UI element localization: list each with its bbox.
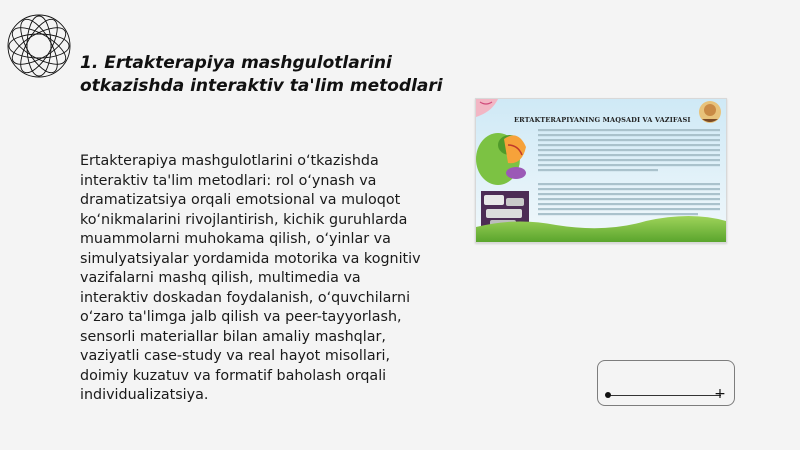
slider-track[interactable] — [608, 395, 721, 396]
slider-widget[interactable] — [597, 360, 735, 406]
slide-body-text: Ertakterapiya mashgulotlarini o‘tkazishda interaktiv ta'lim metodlari: rol o‘ynash va dramatizatsiya orqali emotsional va muloqot ko‘nikmalarini rivojlantirish, kichik guruhlarda muammolarni muhokama qilish, o‘yinlar va simulyatsiyalar yordamida motorika va kognitiv vazifalarni mashq qilish, multimedia va interaktiv doskadan foydalanish, o‘quvchilarni o‘zaro ta'limga jalb qilish va peer-tayyorlash, sensorli materiallar bilan amaliy mashqlar, vaziyatli case-study va real hayot misollari, doimiy kuzatuv va formatif baholash orqali individualizatsiya. — [80, 153, 421, 403]
slider-dot-icon[interactable] — [605, 392, 611, 398]
spirograph-logo-icon — [4, 4, 74, 88]
slide-title: 1. Ertakterapiya mashgulotlarini otkazishda interaktiv ta'lim metodlari — [80, 53, 443, 96]
plus-icon[interactable]: + — [714, 386, 726, 402]
thumbnail-caption: ERTAKTERAPIYANING MAQSADI VA VAZIFASI — [514, 116, 691, 124]
